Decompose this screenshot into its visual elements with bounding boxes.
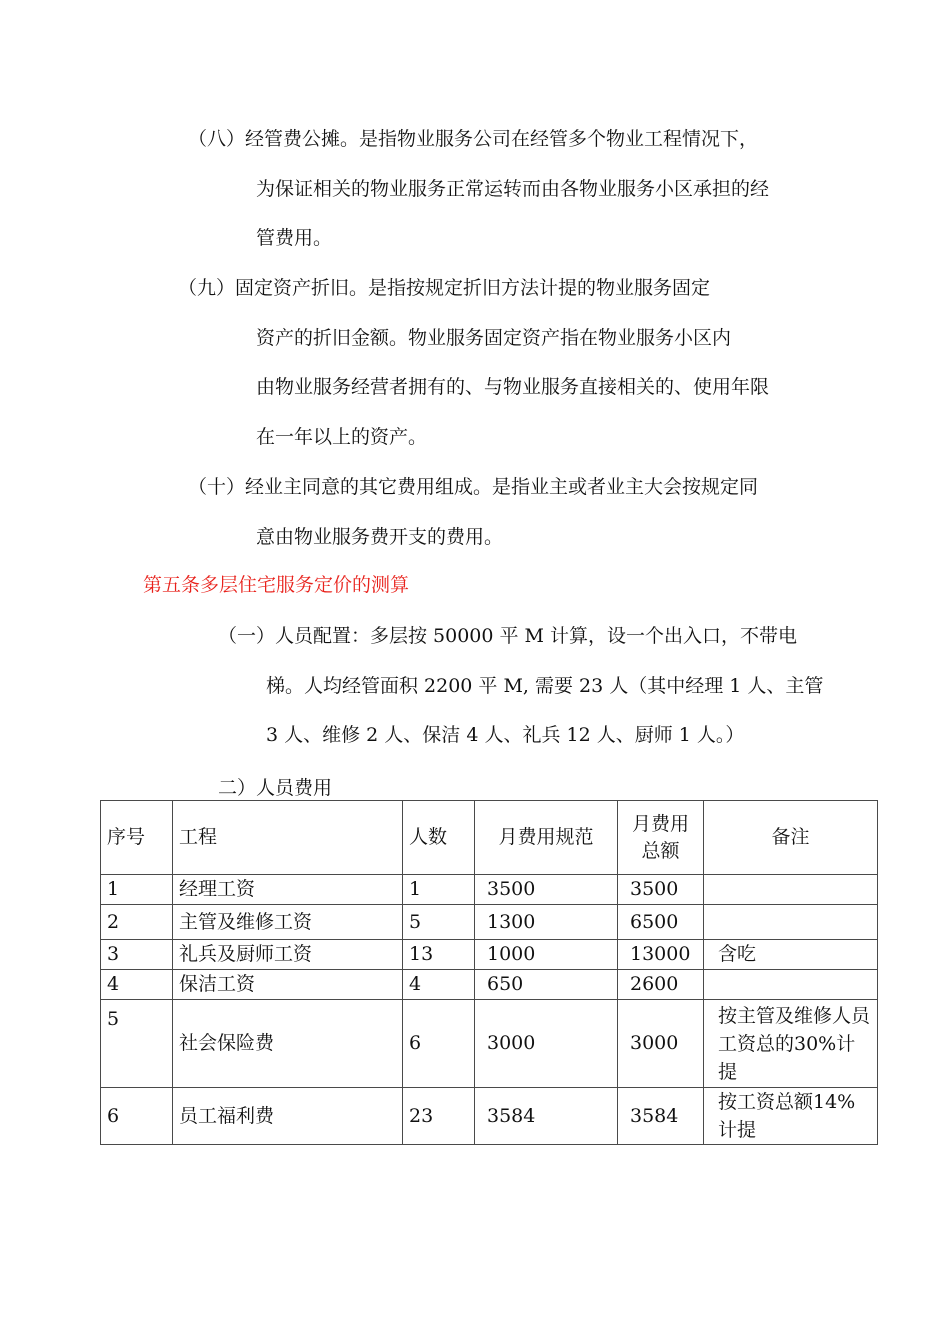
header-total: 月费用总额 — [618, 801, 704, 875]
section-title: 第五条多层住宅服务定价的测算 — [143, 574, 410, 596]
cell-item: 礼兵及厨师工资 — [173, 940, 403, 970]
cell-spec: 3000 — [475, 1000, 618, 1088]
table-row — [101, 1088, 878, 1145]
cell-note — [704, 970, 878, 1000]
cell-note: 按主管及维修人员工资总的30%计提 — [704, 1000, 878, 1088]
text-line: （一）人员配置：多层按 50000 平 M 计算，设一个出入口，不带电 — [218, 625, 798, 647]
cell-total: 2600 — [618, 970, 704, 1000]
cell-item: 员工福利费 — [173, 1088, 403, 1145]
cell-note: 含吃 — [704, 940, 878, 970]
cell-seq: 4 — [101, 970, 173, 1000]
cell-seq: 1 — [101, 875, 173, 905]
text-line: 为保证相关的物业服务正常运转而由各物业服务小区承担的经 — [256, 178, 770, 200]
cell-item: 经理工资 — [173, 875, 403, 905]
cell-spec: 650 — [475, 970, 618, 1000]
table-header-row — [101, 801, 878, 875]
cell-note: 按工资总额14%计提 — [704, 1088, 878, 1145]
cell-seq: 6 — [101, 1088, 173, 1145]
text-line: （九）固定资产折旧。是指按规定折旧方法计提的物业服务固定 — [178, 277, 711, 299]
cell-count: 23 — [403, 1088, 475, 1145]
cell-total: 3584 — [618, 1088, 704, 1145]
cell-seq: 2 — [101, 905, 173, 940]
text-line: 3 人、维修 2 人、保洁 4 人、礼兵 12 人、厨师 1 人。） — [266, 724, 745, 746]
text-line: 在一年以上的资产。 — [256, 426, 428, 448]
table-row — [101, 970, 878, 1000]
staff-cost-table — [100, 800, 878, 1145]
cell-seq: 5 — [101, 1000, 173, 1088]
cell-note — [704, 905, 878, 940]
text-line: 由物业服务经营者拥有的、与物业服务直接相关的、使用年限 — [256, 376, 770, 398]
cell-item: 主管及维修工资 — [173, 905, 403, 940]
text-line: （八）经管费公摊。是指物业服务公司在经管多个物业工程情况下， — [188, 128, 759, 150]
cell-spec: 3584 — [475, 1088, 618, 1145]
table-row — [101, 940, 878, 970]
cell-count: 5 — [403, 905, 475, 940]
header-note: 备注 — [704, 801, 878, 875]
text-line: 意由物业服务费开支的费用。 — [256, 526, 504, 548]
cell-count: 13 — [403, 940, 475, 970]
cell-item: 保洁工资 — [173, 970, 403, 1000]
text-line: 资产的折旧金额。物业服务固定资产指在物业服务小区内 — [256, 327, 732, 349]
text-line: 管费用。 — [256, 227, 333, 249]
table-row — [101, 1000, 878, 1088]
cell-count: 4 — [403, 970, 475, 1000]
header-count: 人数 — [403, 801, 475, 875]
cell-total: 3500 — [618, 875, 704, 905]
cell-total: 3000 — [618, 1000, 704, 1088]
cell-count: 6 — [403, 1000, 475, 1088]
cell-spec: 1000 — [475, 940, 618, 970]
cell-total: 6500 — [618, 905, 704, 940]
cell-spec: 3500 — [475, 875, 618, 905]
table-row — [101, 875, 878, 905]
table-row — [101, 905, 878, 940]
cell-spec: 1300 — [475, 905, 618, 940]
cell-note — [704, 875, 878, 905]
text-line: 梯。人均经管面积 2200 平 M, 需要 23 人（其中经理 1 人、主管 — [266, 675, 824, 697]
header-seq: 序号 — [101, 801, 173, 875]
cell-item: 社会保险费 — [173, 1000, 403, 1088]
header-item: 工程 — [173, 801, 403, 875]
header-spec: 月费用规范 — [475, 801, 618, 875]
text-line: （十）经业主同意的其它费用组成。是指业主或者业主大会按规定同 — [188, 476, 759, 498]
cell-total: 13000 — [618, 940, 704, 970]
cell-seq: 3 — [101, 940, 173, 970]
subsection-title: 二）人员费用 — [218, 777, 333, 799]
cell-count: 1 — [403, 875, 475, 905]
